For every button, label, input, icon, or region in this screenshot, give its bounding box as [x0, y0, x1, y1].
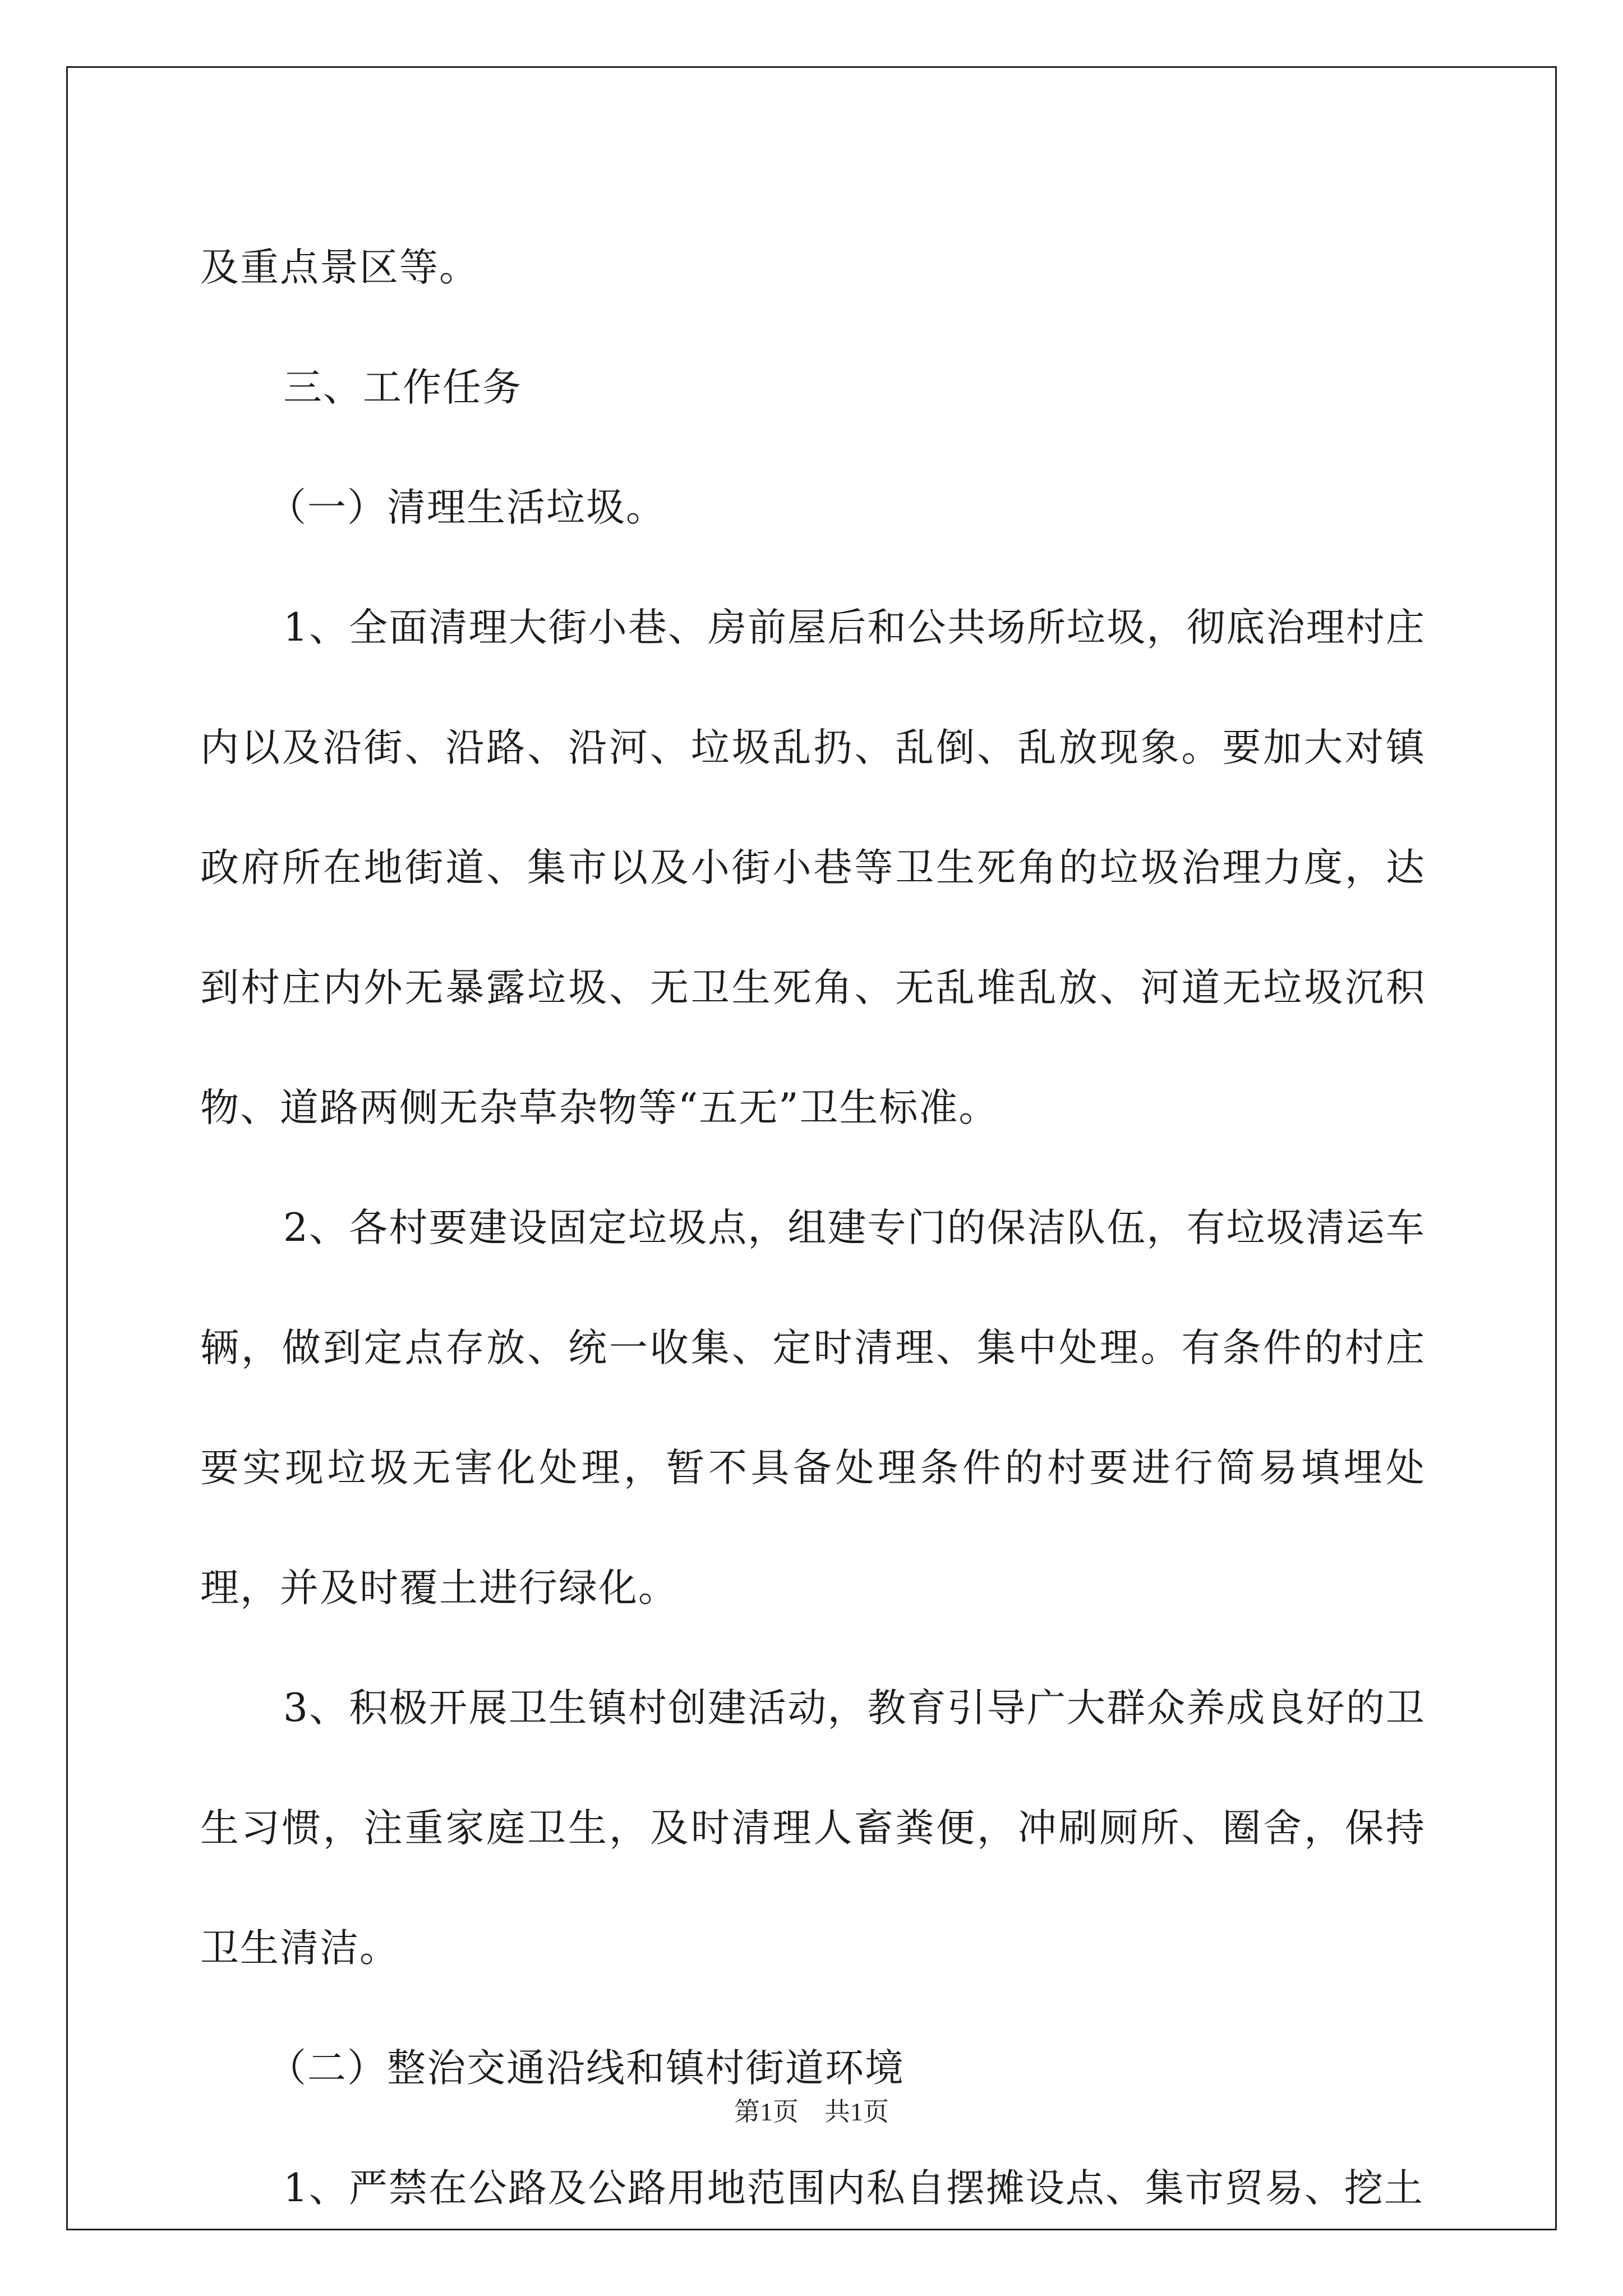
page-number-footer: 第1页 共1页 — [734, 2097, 889, 2126]
paragraph-item-1: 1、全面清理大街小巷、房前屋后和公共场所垃圾，彻底治理村庄内以及沿街、沿路、沿河、垃圾乱扔、乱倒、乱放现象。要加大对镇政府所在地街道、集市以及小街小巷等卫生死角的垃圾治理力度，达到村庄内外无暴露垃圾、无卫生死角、无乱堆乱放、河道无垃圾沉积物、道路两侧无杂草杂物等“五无”卫生标准。 — [200, 605, 1426, 1130]
paragraph-item-2: 2、各村要建设固定垃圾点，组建专门的保洁队伍，有垃圾清运车辆，做到定点存放、统一收集、定时清理、集中处理。有条件的村庄要实现垃圾无害化处理，暂不具备处理条件的村要进行简易填埋处理，并及时覆土进行绿化。 — [200, 1205, 1426, 1611]
paragraph-item-1b: 1、严禁在公路及公路用地范围内私自摆摊设点、集市贸易、挖土 — [283, 2166, 1424, 2211]
subsection-heading-clean-garbage: （一）清理生活垃圾。 — [268, 485, 666, 530]
section-heading-work-tasks: 三、工作任务 — [283, 365, 522, 410]
paragraph-item-3: 3、积极开展卫生镇村创建活动，教育引导广大群众养成良好的卫生习惯，注重家庭卫生，及时清理人畜粪便，冲刷厕所、圈舍，保持卫生清洁。 — [200, 1686, 1426, 1971]
paragraph-continuation: 及重点景区等。 — [200, 245, 479, 290]
document-body — [200, 208, 1426, 2248]
subsection-heading-traffic-streets: （二）整治交通沿线和镇村街道环境 — [268, 2046, 905, 2091]
